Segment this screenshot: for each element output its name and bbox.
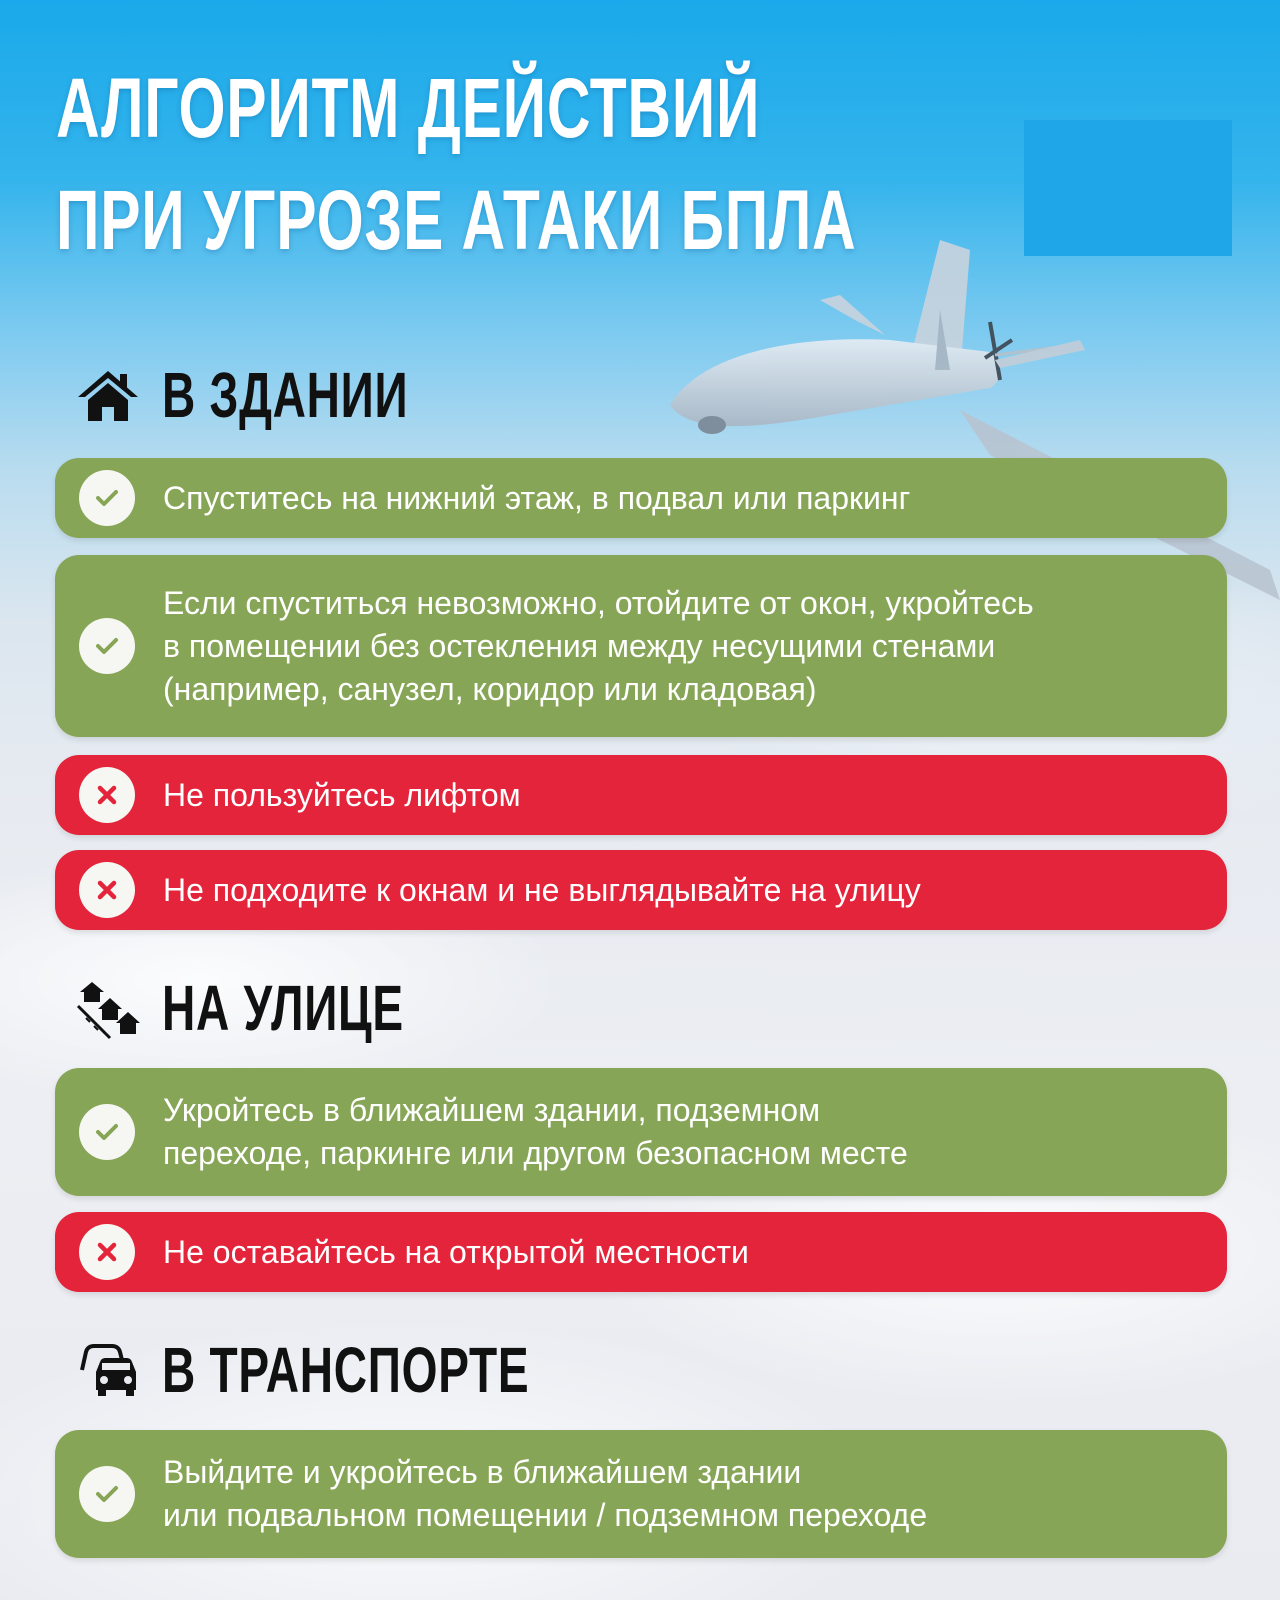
rule-card-do [55,458,1227,538]
rule-text: Не пользуйтесь лифтом [163,776,521,813]
rule-card-dont [55,1212,1227,1292]
street-houses-icon [76,976,140,1040]
rule-text: Не оставайтесь на открытой местности [163,1233,749,1270]
rule-text: Укройтесь в ближайшем здании, подземном переходе, паркинге или другом безопасном месте [163,1092,908,1171]
rule-card-do [55,1430,1227,1558]
section-title-label: В ТРАНСПОРТЕ [162,1334,530,1406]
rule-card-do [55,1068,1227,1196]
rule-card-do [55,555,1227,737]
rule-text: Если спуститься невозможно, отойдите от окон, укройтесь в помещении без остекления между несущими стенами (например, санузел, коридор или кладовая) [163,584,1034,707]
rule-text: Не подходите к окнам и не выглядывайте на улицу [163,871,921,908]
cross-icon [79,862,135,918]
cross-icon [79,767,135,823]
section-street-title [76,968,498,1048]
rule-card-dont [55,755,1227,835]
title-line-2: ПРИ УГРОЗЕ АТАКИ БПЛА [56,173,857,267]
blue-patch [1024,120,1232,256]
check-icon [79,618,135,674]
rule-text: Выйдите и укройтесь в ближайшем здании или подвальном помещении / подземном переходе [163,1454,928,1533]
rule-card-dont [55,850,1227,930]
house-icon [76,363,140,427]
section-title-label: НА УЛИЦЕ [162,972,404,1044]
check-icon [79,1466,135,1522]
car-icon [76,1338,140,1402]
section-title-label: В ЗДАНИИ [162,359,409,431]
cross-icon [79,1224,135,1280]
check-icon [79,1104,135,1160]
rule-text: Спуститесь на нижний этаж, в подвал или паркинг [163,479,911,516]
title-line-1: АЛГОРИТМ ДЕЙСТВИЙ [56,61,761,155]
section-transport-title [76,1330,672,1410]
check-icon [79,470,135,526]
section-building-title [76,355,504,435]
